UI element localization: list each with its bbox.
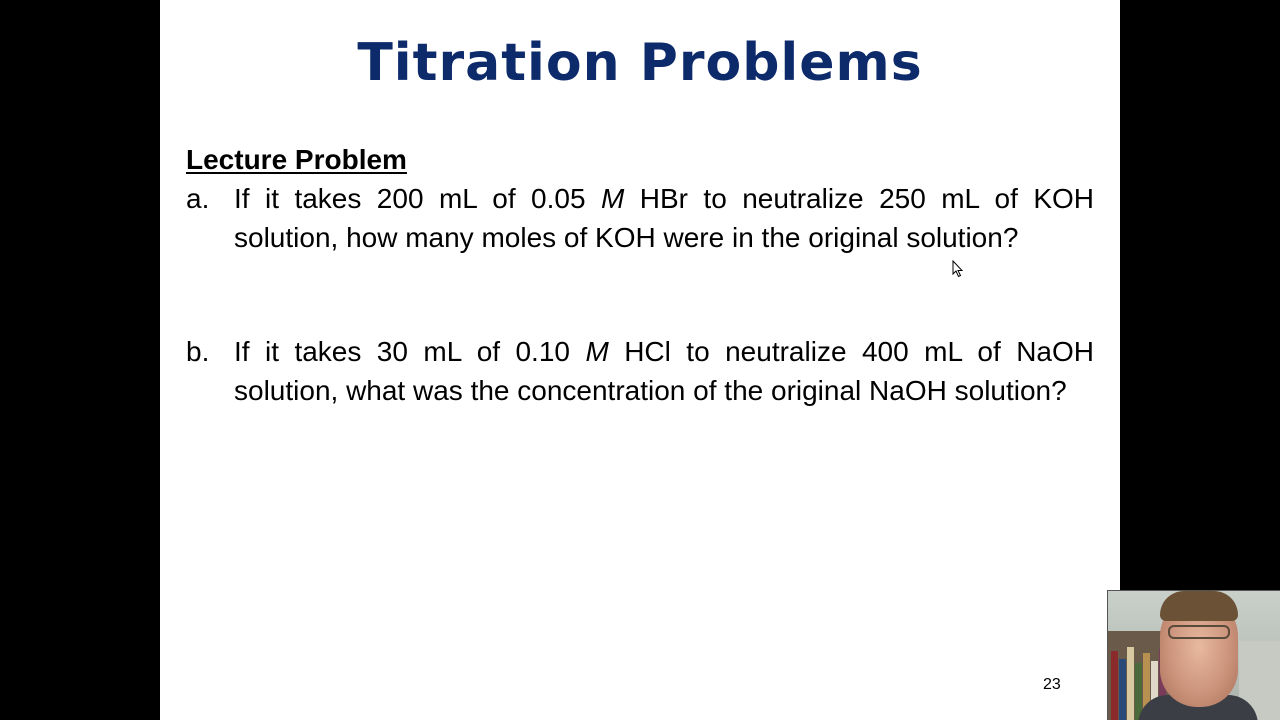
- problem-marker: a.: [186, 183, 210, 214]
- mouse-pointer-icon: [952, 260, 964, 278]
- molarity-unit: M: [585, 336, 609, 367]
- slide-page-number: 23: [1043, 676, 1061, 693]
- slide-title: Titration Problems: [357, 33, 923, 93]
- problem-text-part: HBr to neutralize 250 mL of KOH solution, how many moles of KOH were in the original solution?: [234, 183, 1094, 253]
- presentation-slide: [160, 0, 1120, 720]
- problem-text: [234, 180, 1094, 257]
- presenter-hair: [1160, 591, 1238, 621]
- problem-text: [234, 333, 1094, 410]
- webcam-overlay: [1107, 590, 1280, 720]
- problem-b: [186, 333, 1094, 410]
- problem-text-part: If it takes 200 mL of 0.05: [234, 183, 601, 214]
- problem-text-part: If it takes 30 mL of 0.10: [234, 336, 586, 367]
- section-heading: Lecture Problem: [186, 144, 407, 175]
- molarity-unit: M: [601, 183, 625, 214]
- problem-marker: b.: [186, 336, 210, 367]
- presenter-glasses: [1168, 625, 1230, 639]
- problem-a: [186, 180, 1094, 257]
- problem-text-part: HCl to neutralize 400 mL of NaOH solution, what was the concentration of the original NaOH solution?: [234, 336, 1095, 406]
